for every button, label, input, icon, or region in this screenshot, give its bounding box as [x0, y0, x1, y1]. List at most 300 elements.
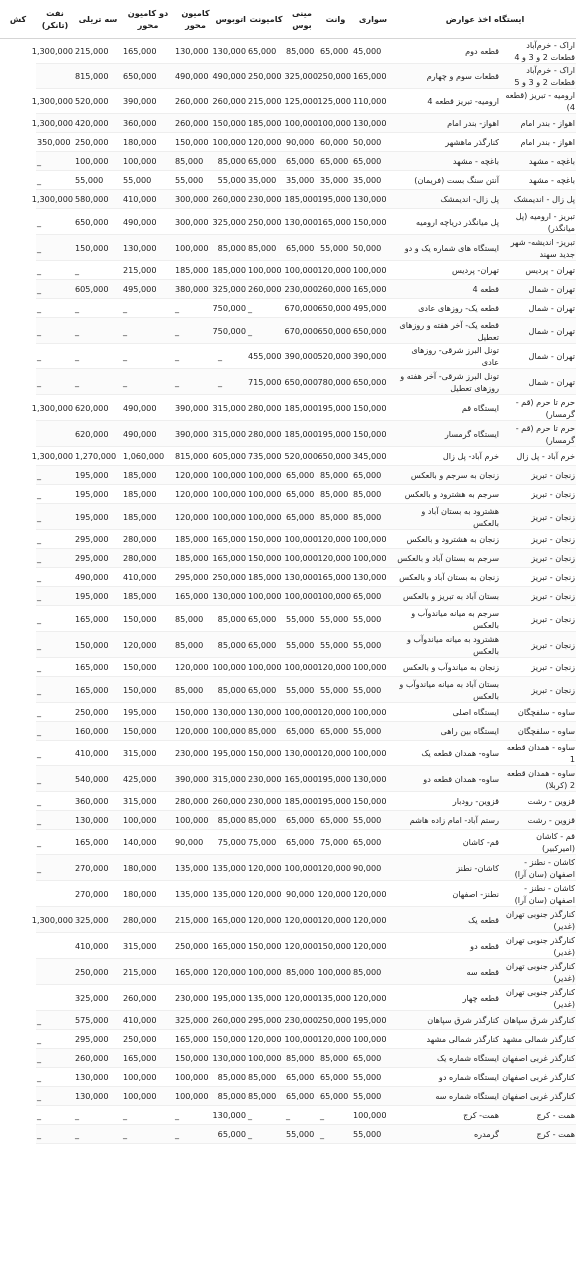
toll-cell: _: [36, 299, 74, 318]
toll-cell: 165,000: [74, 658, 122, 677]
route-cell: پل زال - اندیمشک: [500, 190, 576, 209]
toll-cell: 55,000: [319, 632, 352, 658]
toll-cell: 250,000: [217, 568, 247, 587]
toll-cell: 65,000: [247, 632, 285, 658]
toll-cell: 130,000: [217, 1049, 247, 1068]
toll-cell: 55,000: [352, 811, 394, 830]
toll-cell: 85,000: [319, 485, 352, 504]
toll-cell: _: [122, 1125, 174, 1144]
toll-cell: 315,000: [122, 933, 174, 959]
toll-cell: 150,000: [247, 933, 285, 959]
toll-cell: 165,000: [122, 1049, 174, 1068]
station-cell: قطعه دوم: [394, 39, 500, 64]
toll-cell: 100,000: [319, 114, 352, 133]
toll-cell: _: [36, 1106, 74, 1125]
station-cell: پل میانگذر دریاچه ارومیه: [394, 209, 500, 235]
toll-cell: 100,000: [352, 530, 394, 549]
table-row: [0, 318, 576, 344]
toll-cell: 120,000: [247, 855, 285, 881]
table-row: [0, 1068, 576, 1087]
toll-cell: 165,000: [319, 568, 352, 587]
toll-cell: _: [74, 261, 122, 280]
toll-cell: _: [36, 568, 74, 587]
toll-cell: 85,000: [247, 1087, 285, 1106]
table-row: [0, 855, 576, 881]
toll-cell: 100,000: [319, 587, 352, 606]
toll-cell: 75,000: [247, 830, 285, 855]
table-row: [0, 530, 576, 549]
toll-cell: 150,000: [352, 209, 394, 235]
toll-cell: 215,000: [74, 39, 122, 64]
toll-cell: _: [36, 235, 74, 261]
toll-cell: 120,000: [319, 658, 352, 677]
toll-cell: 35,000: [352, 171, 394, 190]
toll-cell: 1,300,000: [36, 447, 74, 466]
toll-cell: _: [74, 299, 122, 318]
toll-cell: _: [36, 1011, 74, 1030]
toll-cell: 55,000: [122, 171, 174, 190]
toll-cell: 260,000: [174, 114, 217, 133]
toll-cell: 100,000: [352, 549, 394, 568]
toll-cell: 380,000: [174, 280, 217, 299]
toll-cell: 280,000: [174, 792, 217, 811]
toll-cell: 715,000: [247, 369, 285, 395]
table-row: [0, 64, 576, 89]
toll-cell: 150,000: [247, 530, 285, 549]
table-row: [0, 1049, 576, 1068]
route-cell: زنجان - تبریز: [500, 658, 576, 677]
toll-cell: 150,000: [352, 792, 394, 811]
toll-cell: 165,000: [174, 1030, 217, 1049]
toll-cell: 350,000: [36, 133, 74, 152]
toll-cell: 100,000: [352, 1106, 394, 1125]
toll-cell: 580,000: [74, 190, 122, 209]
toll-cell: 300,000: [174, 209, 217, 235]
toll-cell: 100,000: [217, 485, 247, 504]
toll-cell: _: [36, 1068, 74, 1087]
toll-cell: 250,000: [122, 1030, 174, 1049]
table-row: [0, 280, 576, 299]
toll-cell: 420,000: [74, 114, 122, 133]
toll-cell: 390,000: [122, 89, 174, 114]
toll-cell: 100,000: [217, 658, 247, 677]
toll-cell: 295,000: [74, 549, 122, 568]
toll-cell: _: [36, 280, 74, 299]
toll-cell: 650,000: [319, 318, 352, 344]
station-cell: زنجان به میاندوآب و بالعکس: [394, 658, 500, 677]
toll-cell: 130,000: [352, 766, 394, 792]
toll-cell: 360,000: [122, 114, 174, 133]
toll-cell: _: [217, 369, 247, 395]
toll-cell: 195,000: [122, 703, 174, 722]
toll-cell: 65,000: [319, 1068, 352, 1087]
toll-cell: 120,000: [285, 933, 319, 959]
toll-cell: _: [36, 677, 74, 703]
toll-cell: _: [74, 1125, 122, 1144]
toll-cell: 390,000: [352, 344, 394, 369]
toll-cell: 605,000: [74, 280, 122, 299]
toll-cell: 35,000: [247, 171, 285, 190]
station-cell: پل زال- اندیمشک: [394, 190, 500, 209]
toll-cell: 195,000: [74, 587, 122, 606]
toll-cell: 650,000: [74, 209, 122, 235]
station-cell: قطعه چهار: [394, 985, 500, 1011]
toll-cell: 390,000: [174, 421, 217, 447]
toll-cell: 120,000: [319, 261, 352, 280]
station-cell: کنارگذر ماهشهر: [394, 133, 500, 152]
toll-cell: 75,000: [319, 830, 352, 855]
toll-cell: 120,000: [247, 133, 285, 152]
toll-cell: _: [36, 261, 74, 280]
route-cell: زنجان - تبریز: [500, 606, 576, 632]
toll-cell: 540,000: [74, 766, 122, 792]
toll-cell: 85,000: [319, 504, 352, 530]
route-cell: کنارگذر جنوبی تهران (غدیر): [500, 933, 576, 959]
route-cell: قزوین - رشت: [500, 811, 576, 830]
toll-cell: 315,000: [217, 421, 247, 447]
toll-cell: 85,000: [217, 811, 247, 830]
toll-cell: 185,000: [174, 261, 217, 280]
toll-cell: 65,000: [319, 1087, 352, 1106]
toll-cell: 85,000: [285, 959, 319, 985]
toll-cell: 195,000: [319, 190, 352, 209]
toll-cell: 410,000: [122, 1011, 174, 1030]
toll-cell: _: [36, 549, 74, 568]
toll-cell: 85,000: [247, 1068, 285, 1087]
toll-cell: 120,000: [352, 933, 394, 959]
toll-cell: [36, 933, 74, 959]
toll-cell: 130,000: [217, 1106, 247, 1125]
toll-cell: 85,000: [217, 235, 247, 261]
toll-cell: 280,000: [122, 907, 174, 933]
toll-cell: 85,000: [217, 152, 247, 171]
toll-cell: 120,000: [319, 703, 352, 722]
toll-cell: 260,000: [174, 89, 217, 114]
toll-cell: _: [36, 171, 74, 190]
toll-cell: 250,000: [247, 64, 285, 89]
station-cell: زنجان به هشترود و بالعکس: [394, 530, 500, 549]
toll-cell: 100,000: [74, 152, 122, 171]
toll-cell: 605,000: [217, 447, 247, 466]
toll-cell: _: [174, 318, 217, 344]
station-cell: کنارگذر شمالی مشهد: [394, 1030, 500, 1049]
route-cell: همت - کرج: [500, 1125, 576, 1144]
toll-cell: 85,000: [352, 504, 394, 530]
toll-cell: 55,000: [285, 677, 319, 703]
toll-cell: 100,000: [285, 855, 319, 881]
route-cell: کنارگذر غربی اصفهان: [500, 1049, 576, 1068]
table-row: [0, 485, 576, 504]
table-row: [0, 587, 576, 606]
toll-cell: 325,000: [217, 209, 247, 235]
station-cell: قطعه 4: [394, 280, 500, 299]
toll-cell: _: [122, 1106, 174, 1125]
station-cell: بستان آباد به میانه میاندوآب و بالعکس: [394, 677, 500, 703]
toll-cell: _: [36, 632, 74, 658]
toll-cell: 455,000: [247, 344, 285, 369]
toll-cell: 260,000: [319, 280, 352, 299]
toll-cell: 65,000: [352, 466, 394, 485]
toll-cell: 100,000: [285, 658, 319, 677]
route-cell: کنارگذر جنوبی تهران (غدیر): [500, 907, 576, 933]
toll-cell: 130,000: [74, 1087, 122, 1106]
toll-cell: 100,000: [217, 133, 247, 152]
toll-cell: 300,000: [174, 190, 217, 209]
route-cell: زنجان - تبریز: [500, 587, 576, 606]
station-cell: ایستگاه های شماره یک و دو: [394, 235, 500, 261]
toll-cell: 325,000: [74, 985, 122, 1011]
toll-cell: 650,000: [319, 299, 352, 318]
toll-cell: _: [36, 369, 74, 395]
station-cell: کنارگذر شرق سپاهان: [394, 1011, 500, 1030]
toll-cell: 55,000: [319, 606, 352, 632]
toll-cell: 815,000: [74, 64, 122, 89]
toll-cell: 150,000: [352, 421, 394, 447]
toll-cell: 185,000: [122, 504, 174, 530]
toll-cell: _: [36, 811, 74, 830]
toll-cell: _: [36, 766, 74, 792]
table-row: [0, 171, 576, 190]
header-station: ایستگاه اخذ عوارض: [394, 0, 576, 39]
route-cell: حرم تا حرم (قم - گرمسار): [500, 395, 576, 421]
toll-cell: 230,000: [285, 280, 319, 299]
toll-cell: 150,000: [247, 741, 285, 766]
toll-cell: 55,000: [352, 1068, 394, 1087]
toll-cell: 120,000: [247, 1030, 285, 1049]
toll-cell: 65,000: [285, 722, 319, 741]
route-cell: تبریز- اندیشه- شهر جدید سهند: [500, 235, 576, 261]
toll-cell: 65,000: [352, 1049, 394, 1068]
station-cell: آنتن سنگ بست (فریمان): [394, 171, 500, 190]
station-cell: سرجم به بستان آباد و بالعکس: [394, 549, 500, 568]
toll-cell: 185,000: [174, 549, 217, 568]
toll-cell: 35,000: [285, 171, 319, 190]
toll-cell: 35,000: [319, 171, 352, 190]
toll-cell: 390,000: [174, 395, 217, 421]
toll-cell: 250,000: [174, 933, 217, 959]
toll-cell: 230,000: [247, 766, 285, 792]
table-row: [0, 39, 576, 64]
toll-cell: 150,000: [319, 933, 352, 959]
toll-cell: 65,000: [247, 152, 285, 171]
toll-cell: 100,000: [352, 741, 394, 766]
route-cell: ساوه - همدان قطعه 1: [500, 741, 576, 766]
table-row: [0, 1030, 576, 1049]
toll-cell: 165,000: [174, 587, 217, 606]
toll-cell: _: [36, 1125, 74, 1144]
toll-cell: 295,000: [74, 530, 122, 549]
toll-cell: 260,000: [217, 1011, 247, 1030]
toll-cell: 1,300,000: [36, 395, 74, 421]
station-cell: گرمدره: [394, 1125, 500, 1144]
toll-cell: 195,000: [74, 504, 122, 530]
table-row: [0, 504, 576, 530]
station-cell: نطنز- اصفهان: [394, 881, 500, 907]
toll-cell: 100,000: [352, 1030, 394, 1049]
toll-cell: 495,000: [122, 280, 174, 299]
toll-cell: 100,000: [319, 959, 352, 985]
toll-cell: 55,000: [352, 722, 394, 741]
toll-cell: 100,000: [285, 114, 319, 133]
toll-cell: 90,000: [174, 830, 217, 855]
toll-cell: 120,000: [122, 632, 174, 658]
toll-cell: 520,000: [285, 447, 319, 466]
toll-cell: 100,000: [352, 703, 394, 722]
table-row: [0, 985, 576, 1011]
toll-cell: 85,000: [217, 632, 247, 658]
toll-cell: 65,000: [285, 235, 319, 261]
toll-cell: 345,000: [352, 447, 394, 466]
toll-cell: _: [36, 658, 74, 677]
route-cell: اراک - خرم‌آباد قطعات 2 و 3 و 4: [500, 39, 576, 64]
toll-cell: 65,000: [352, 830, 394, 855]
toll-cell: 360,000: [74, 792, 122, 811]
route-cell: کنارگذر غربی اصفهان: [500, 1068, 576, 1087]
toll-cell: 735,000: [247, 447, 285, 466]
toll-cell: 165,000: [74, 830, 122, 855]
toll-cell: 55,000: [352, 677, 394, 703]
toll-cell: 185,000: [247, 114, 285, 133]
toll-cell: 120,000: [285, 985, 319, 1011]
toll-cell: 120,000: [174, 658, 217, 677]
table-row: [0, 766, 576, 792]
route-cell: ارومیه - تبریز (قطعه 4): [500, 89, 576, 114]
header-tanker: نفت (تانکر): [36, 0, 74, 39]
toll-cell: 120,000: [319, 741, 352, 766]
toll-cell: 85,000: [174, 152, 217, 171]
route-cell: زنجان - تبریز: [500, 485, 576, 504]
station-cell: اهواز- بندر امام: [394, 114, 500, 133]
toll-cell: 215,000: [247, 89, 285, 114]
toll-cell: 100,000: [285, 549, 319, 568]
table-row: [0, 881, 576, 907]
toll-cell: 130,000: [285, 741, 319, 766]
toll-cell: 490,000: [122, 395, 174, 421]
toll-cell: 180,000: [122, 881, 174, 907]
toll-cell: 260,000: [217, 792, 247, 811]
toll-cell: 135,000: [247, 985, 285, 1011]
toll-cell: 130,000: [217, 587, 247, 606]
toll-cell: 100,000: [352, 658, 394, 677]
toll-cell: 55,000: [352, 606, 394, 632]
toll-cell: 65,000: [285, 1087, 319, 1106]
toll-cell: 185,000: [285, 190, 319, 209]
toll-cell: _: [36, 741, 74, 766]
toll-cell: 130,000: [352, 568, 394, 587]
route-cell: باغچه - مشهد: [500, 171, 576, 190]
toll-cell: 100,000: [285, 1030, 319, 1049]
toll-cell: 250,000: [319, 1011, 352, 1030]
toll-cell: 65,000: [285, 152, 319, 171]
toll-cell: 520,000: [74, 89, 122, 114]
toll-cell: 165,000: [352, 64, 394, 89]
toll-cell: [36, 421, 74, 447]
route-cell: کنارگذر غربی اصفهان: [500, 1087, 576, 1106]
station-cell: تونل البرز شرقی- آخر هفته و روزهای تعطیل: [394, 369, 500, 395]
toll-cell: 85,000: [217, 677, 247, 703]
table-body: [0, 39, 576, 1144]
station-cell: تونل البرز شرقی- روزهای عادی: [394, 344, 500, 369]
station-cell: قطعات سوم و چهارم: [394, 64, 500, 89]
station-cell: قم- کاشان: [394, 830, 500, 855]
toll-cell: 120,000: [319, 530, 352, 549]
toll-cell: 620,000: [74, 421, 122, 447]
toll-cell: 650,000: [122, 64, 174, 89]
toll-cell: 165,000: [217, 530, 247, 549]
station-cell: رستم آباد- امام زاده هاشم: [394, 811, 500, 830]
toll-cell: 280,000: [122, 530, 174, 549]
toll-cell: 150,000: [174, 1049, 217, 1068]
toll-cell: 85,000: [174, 606, 217, 632]
table-row: [0, 344, 576, 369]
toll-cell: 100,000: [247, 959, 285, 985]
toll-cell: 100,000: [122, 811, 174, 830]
route-cell: همت - کرج: [500, 1106, 576, 1125]
toll-cell: _: [36, 792, 74, 811]
toll-cell: 90,000: [285, 881, 319, 907]
route-cell: خرم آباد - پل زال: [500, 447, 576, 466]
toll-cell: _: [36, 466, 74, 485]
station-cell: خرم آباد- پل زال: [394, 447, 500, 466]
toll-cell: 410,000: [74, 741, 122, 766]
header-light-truck: کامیونت: [247, 0, 285, 39]
toll-cell: 165,000: [217, 549, 247, 568]
toll-cell: 185,000: [217, 261, 247, 280]
toll-cell: 410,000: [122, 190, 174, 209]
toll-cell: 65,000: [319, 39, 352, 64]
toll-cell: 165,000: [319, 209, 352, 235]
toll-cell: 1,300,000: [36, 39, 74, 64]
toll-cell: _: [36, 722, 74, 741]
toll-cell: 120,000: [247, 907, 285, 933]
toll-cell: 670,000: [285, 318, 319, 344]
toll-cell: _: [122, 299, 174, 318]
toll-cell: 100,000: [247, 587, 285, 606]
toll-cell: 130,000: [352, 114, 394, 133]
table-row: [0, 933, 576, 959]
toll-cell: 55,000: [352, 1087, 394, 1106]
toll-cell: 65,000: [285, 1068, 319, 1087]
toll-cell: _: [36, 855, 74, 881]
toll-cell: 230,000: [247, 792, 285, 811]
toll-cell: 315,000: [122, 741, 174, 766]
route-cell: قزوین - رشت: [500, 792, 576, 811]
toll-cell: _: [36, 1030, 74, 1049]
toll-cell: 150,000: [74, 632, 122, 658]
station-cell: قطعه یک- آخر هفته و روزهای تعطیل: [394, 318, 500, 344]
toll-cell: _: [247, 1125, 285, 1144]
toll-cell: 195,000: [352, 1011, 394, 1030]
toll-cell: 65,000: [352, 152, 394, 171]
toll-cell: 780,000: [319, 369, 352, 395]
toll-cell: 520,000: [319, 344, 352, 369]
station-cell: سرجم به هشترود و بالعکس: [394, 485, 500, 504]
header-car: سواری: [352, 0, 394, 39]
table-row: [0, 152, 576, 171]
route-cell: تهران - شمال: [500, 299, 576, 318]
toll-cell: 410,000: [122, 568, 174, 587]
toll-cell: 100,000: [247, 261, 285, 280]
toll-cell: 55,000: [285, 606, 319, 632]
toll-cell: 230,000: [174, 985, 217, 1011]
toll-cell: 185,000: [122, 587, 174, 606]
toll-cell: 120,000: [319, 881, 352, 907]
toll-cell: 100,000: [247, 485, 285, 504]
route-cell: باغچه - مشهد: [500, 152, 576, 171]
toll-cell: 125,000: [319, 89, 352, 114]
table-row: [0, 606, 576, 632]
toll-cell: 150,000: [174, 703, 217, 722]
